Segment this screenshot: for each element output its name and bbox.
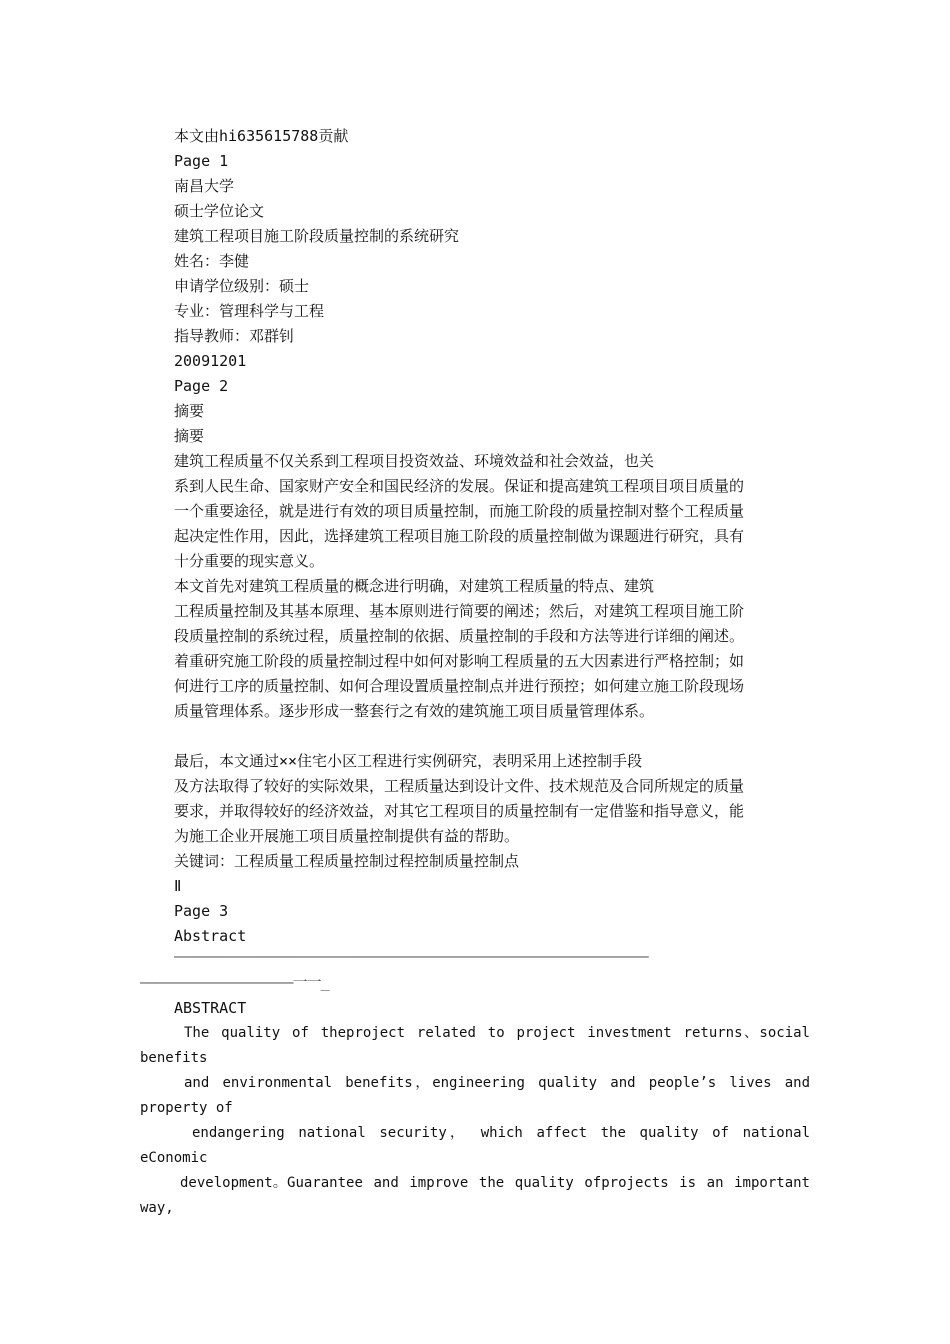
abstract-line-3 <box>140 1121 810 1171</box>
paragraph-2-body: 工程质量控制及其基本原理、基本原则进行简要的阐述；然后，对建筑工程项目施工阶段质量控制的系统过程，质量控制的依据、质量控制的手段和方法等进行详细的阐述。着重研究施工阶段的质量控制过程中如何对影响工程质量的五大因素进行严格控制；如何进行工序的质量控制、如何合理设置质量控制点并进行预控；如何建立施工阶段现场质量管理体系。逐步形成一整套行之有效的建筑施工项目质量管理体系。 <box>174 602 745 720</box>
paragraph-3-body: 及方法取得了较好的实际效果，工程质量达到设计文件、技术规范及合同所规定的质量要求，并取得较好的经济效益，对其它工程项目的质量控制有一定借鉴和指导意义，能为施工企业开展施工项目质量控制提供有益的帮助。 <box>174 777 745 845</box>
abstract-heading-cn: 摘要 <box>174 402 205 420</box>
advisor: 指导教师：邓群钊 <box>174 327 295 345</box>
abstract-line-4-main: development。Guarantee and improve the quality ofprojects is an important <box>180 1175 810 1191</box>
submission-date: 20091201 <box>174 352 247 370</box>
page-label-1: Page 1 <box>174 152 229 170</box>
abstract-heading-cn-2: 摘要 <box>174 427 205 445</box>
abstract-line-4-wrap: way, <box>140 1200 174 1216</box>
abstract-line-2 <box>140 1071 810 1121</box>
abstract-line-2-main: and environmental benefits，engineering quality and people’s lives and <box>184 1075 810 1091</box>
abstract-title: ABSTRACT <box>174 999 247 1017</box>
page-label-3: Page 3 <box>174 902 229 920</box>
paragraph-1-first-line: 建筑工程质量不仅关系到工程项目投资效益、环境效益和社会效益，也关 <box>174 452 655 470</box>
degree-level: 申请学位级别：硕士 <box>174 277 310 295</box>
abstract-line-4 <box>140 1171 810 1221</box>
abstract-line-2-wrap: property of <box>140 1100 233 1116</box>
abstract-line-1-main: The quality of theproject related to project investment returns、social <box>184 1025 810 1041</box>
university-name: 南昌大学 <box>174 177 235 195</box>
separator-line: ——————————————————————————————————————————————————————————— <box>174 947 648 965</box>
abstract-line-3-main: endangering national security， which affect the quality of national <box>192 1125 810 1141</box>
thesis-title: 建筑工程项目施工阶段质量控制的系统研究 <box>174 227 460 245</box>
paragraph-2-first-line: 本文首先对建筑工程质量的概念进行明确，对建筑工程质量的特点、建筑 <box>174 577 655 595</box>
author-name: 姓名：李健 <box>174 252 250 270</box>
abstract-heading-en: Abstract <box>174 927 247 945</box>
paragraph-3-first-line: 最后，本文通过××住宅小区工程进行实例研究，表明采用上述控制手段 <box>174 752 643 770</box>
major: 专业：管理科学与工程 <box>174 302 325 320</box>
page-label-2: Page 2 <box>174 377 229 395</box>
abstract-line-1 <box>140 1021 810 1071</box>
contributor-line: 本文由hi635615788贡献 <box>174 127 349 145</box>
keywords: 关键词：工程质量工程质量控制过程控制质量控制点 <box>174 852 520 870</box>
paragraph-1-body: 系到人民生命、国家财产安全和国民经济的发展。保证和提高建筑工程项目项目质量的一个重要途径，就是进行有效的项目质量控制，而施工阶段的质量控制对整个工程质量起决定性作用，因此，选择建筑工程项目施工阶段的质量控制做为课题进行研究，具有十分重要的现实意义。 <box>174 477 745 570</box>
roman-page-number: Ⅱ <box>174 877 182 895</box>
abstract-line-1-wrap: benefits <box>140 1050 208 1066</box>
degree-type: 硕士学位论文 <box>174 202 265 220</box>
separator-line-tail: ———————————————————一一_ <box>140 973 329 991</box>
abstract-line-3-wrap: eConomic <box>140 1150 208 1166</box>
